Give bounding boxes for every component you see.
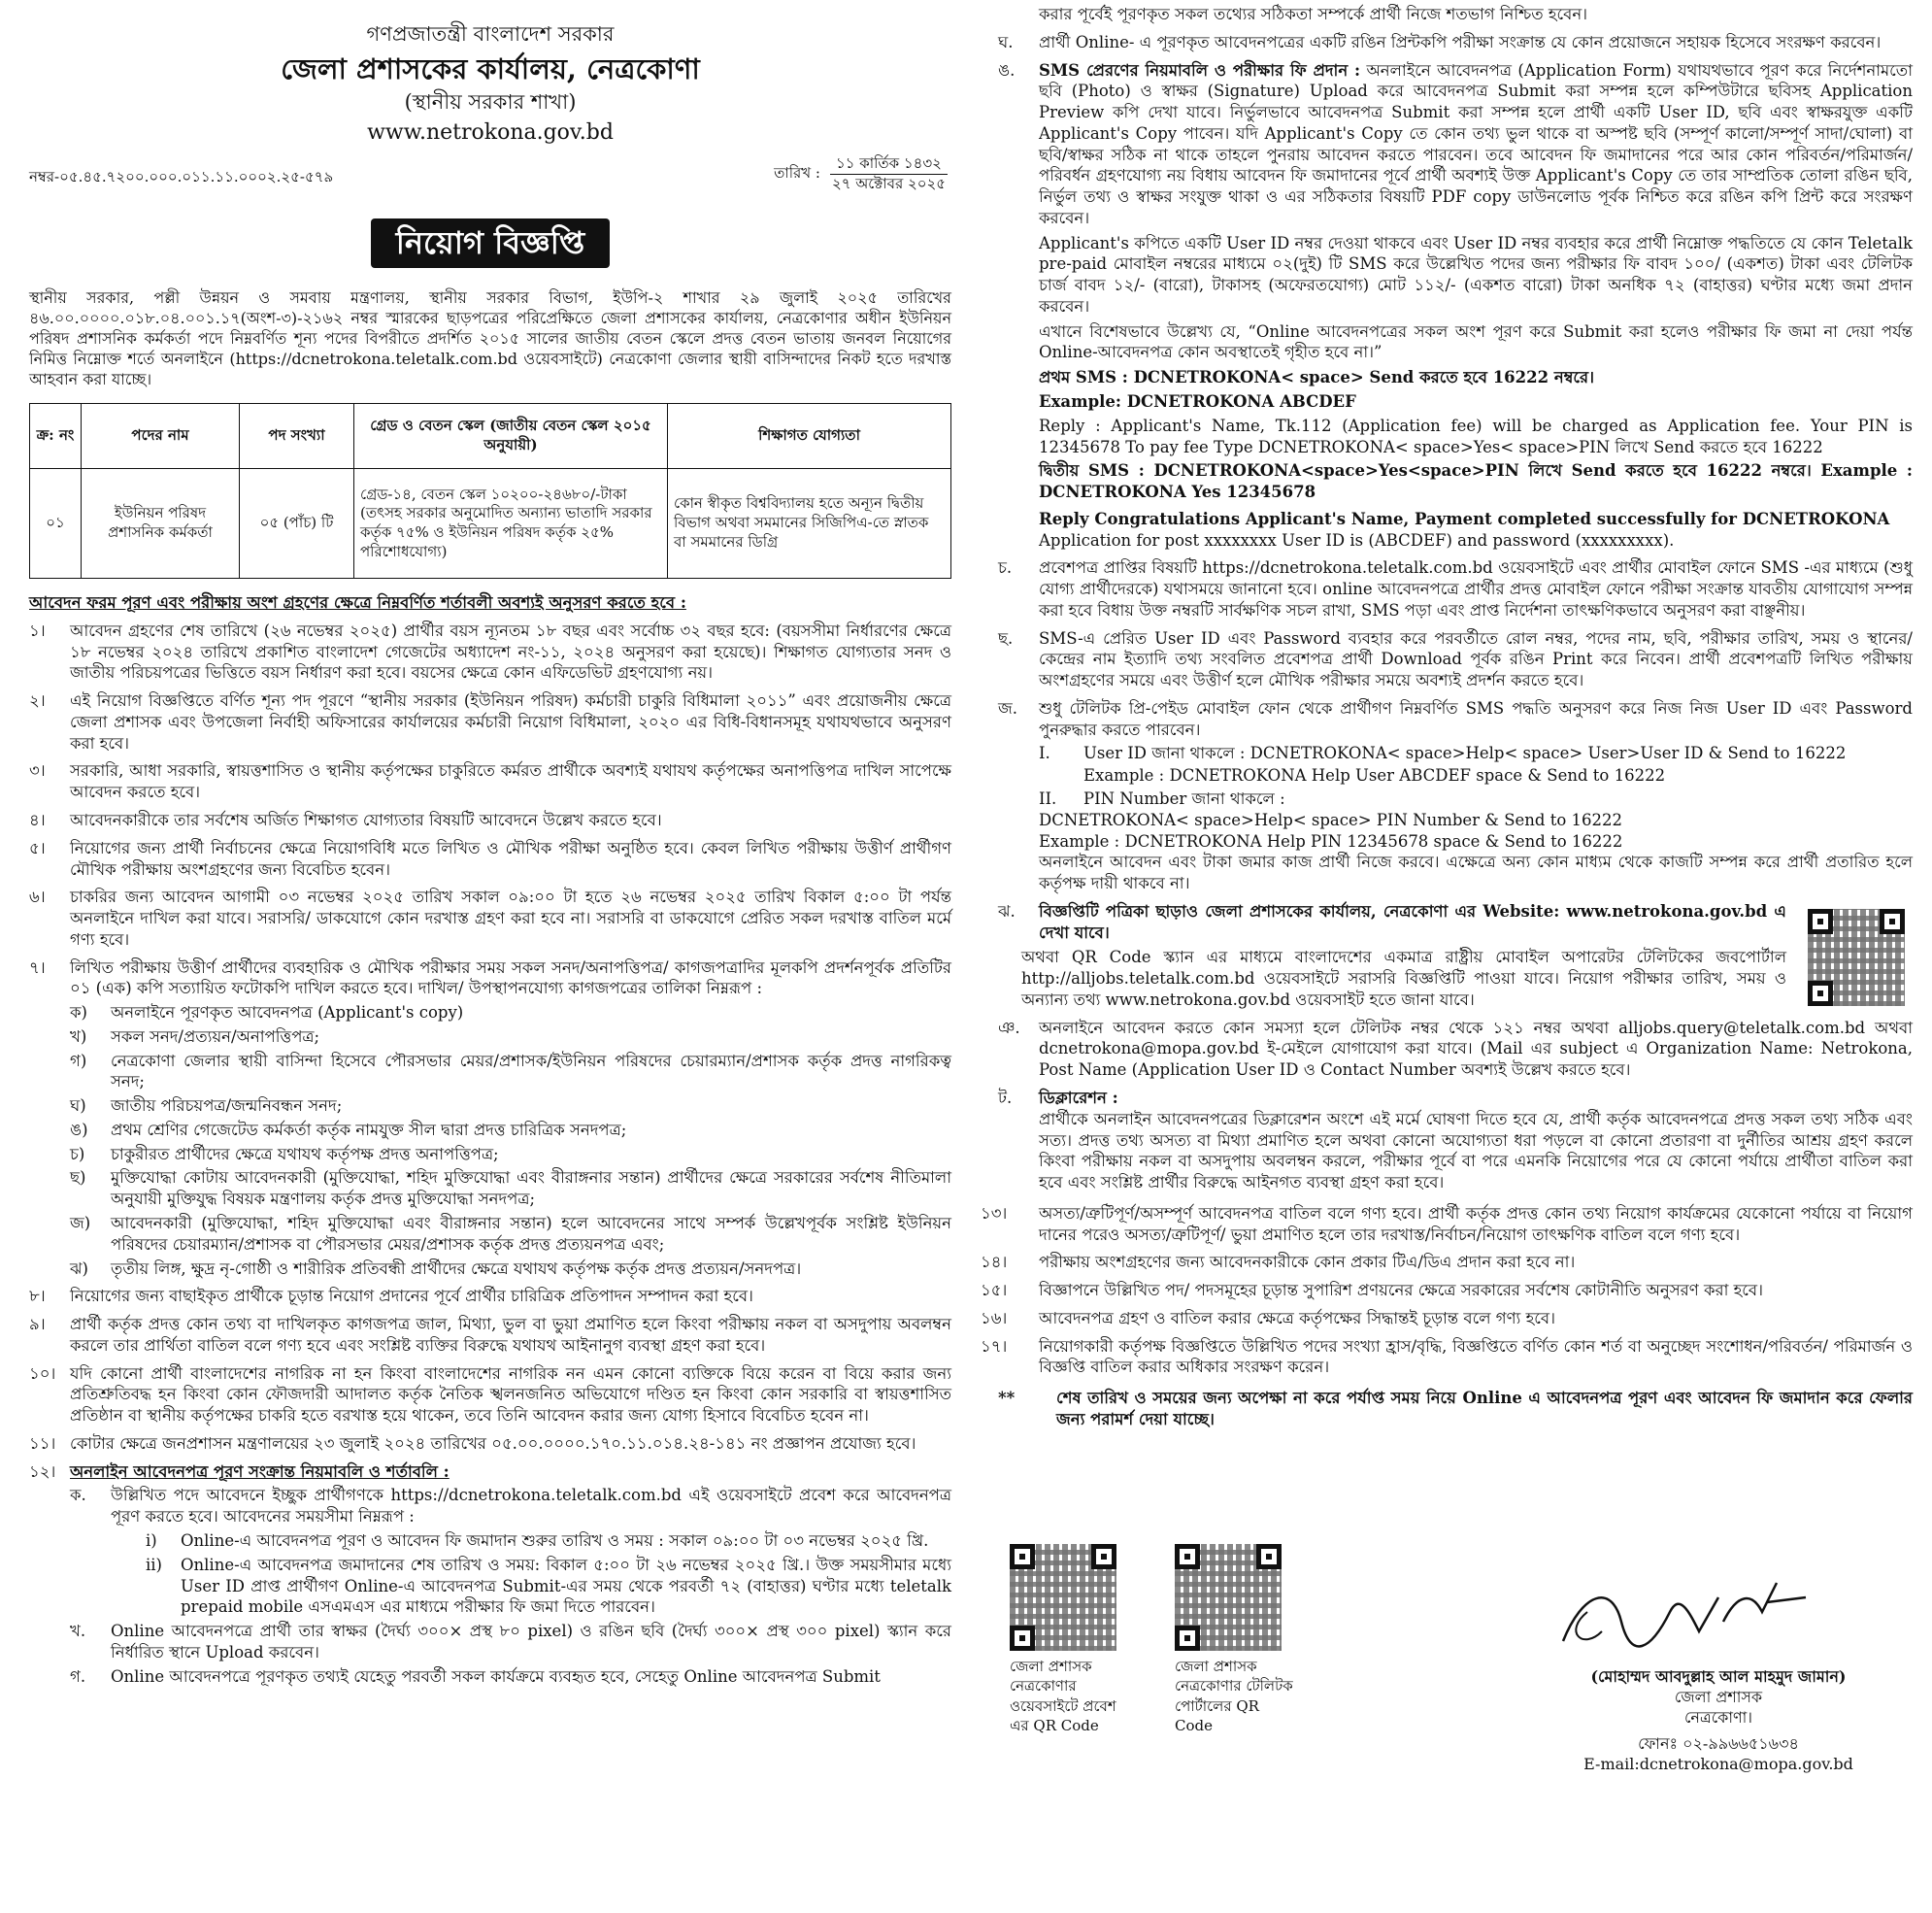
sub-item: ছ) মুক্তিযোদ্ধা কোটায় আবেদনকারী (মুক্তিযোদ্ধা, শহিদ মুক্তিযোদ্ধা এবং বীরাঙ্গনার সন্তান) প্রার্থীদের ক্ষেত্রে সরকারের সর্বশেষ নীতিমালা অনুযায়ী মুক্তিযুদ্ধ বিষয়ক মন্ত্রণালয় কর্তৃক প্রদত্ত মুক্তিযোদ্ধা সনদপত্র; — [70, 1168, 951, 1209]
sub-item: ক. উল্লিখিত পদে আবেদনে ইচ্ছুক প্রার্থীগণকে https://dcnetrokona.teletalk.com.bd এই ওয়েবসাইটে প্রবেশ করে আবেদনপত্র পূরণ করতে হবে। আবেদনের সময়সীমা নিম্নরূপ : — [70, 1486, 951, 1527]
declaration-text: প্রার্থীকে অনলাইন আবেদনপত্রের ডিক্লারেশন অংশে এই মর্মে ঘোষণা দিতে হবে যে, প্রার্থী কর্তৃক আবেদনপত্রে প্রদত্ত সকল তথ্য সঠিক এবং সত্য। প্রদত্ত তথ্য অসত্য বা মিথ্যা প্রমাণিত হলে অথবা কোনো অযোগ্যতা ধরা পড়লে বা কোনো প্রতারণা বা দুর্নীতির আশ্রয় গ্রহণ করলে কিংবা পরীক্ষায় নকল বা অসদুপায় অবলম্বন করলে, পরীক্ষার পূর্বে বা পরে এমনকি নিয়োগের পরে যে কোনো পর্যায়ে প্রার্থীতা বাতিল করা হবে এবং সংশ্লিষ্ট প্রার্থীর বিরুদ্ধে আইনগত ব্যবস্থা গ্রহণ করা হবে। — [1039, 1109, 1913, 1192]
list-item: ৯। প্রার্থী কর্তৃক প্রদত্ত কোন তথ্য বা দাখিলকৃত কাগজপত্র জাল, মিথ্যা, ভুল বা ভুয়া প্রমাণিত হলে কিংবা পরীক্ষায় নকল বা অসদুপায় অবলম্বন করলে তার প্রার্থিতা বাতিল বলে গণ্য হবে এবং সংশ্লিষ্ট ব্যক্তির বিরুদ্ধে যথাযথ আইনানুগ ব্যবস্থা গ্রহণ করা হবে। — [29, 1315, 951, 1355]
list-item: ১৬। আবেদনপত্র গ্রহণ ও বাতিল করার ক্ষেত্রে কর্তৃপক্ষের সিদ্ধান্তই চূড়ান্ত বলে গণ্য হবে। — [981, 1308, 1555, 1327]
list-item: ৩। সরকারি, আধা সরকারি, স্বায়ত্তশাসিত ও স্থানীয় কর্তৃপক্ষের চাকুরিতে কর্মরত প্রার্থীকে অবশ্যই যথাযথ কর্তৃপক্ষের অনাপত্তিপত্র দাখিল সাপেক্ষে আবেদন করতে হবে। — [29, 761, 951, 802]
list-item-online-rules: ১২। অনলাইন আবেদনপত্র পূরণ সংক্রান্ত নিয়মাবলি ও শর্তাবলি : — [29, 1461, 450, 1481]
list-item: ১৪। পরীক্ষায় অংশগ্রহণের জন্য আবেদনকারীকে কোন প্রকার টিএ/ডিএ প্রদান করা হবে না। — [981, 1253, 1576, 1272]
sub-item: জ) আবেদনকারী (মুক্তিযোদ্ধা, শহিদ মুক্তিযোদ্ধা এবং বীরাঙ্গনার সন্তান) হলে আবেদনের সাথে সম্পর্ক উল্লেখপূর্বক সংশ্লিষ্ট ইউনিয়ন পরিষদের চেয়ারম্যান/প্রশাসক বা পৌরসভার মেয়র/প্রশাসক কর্তৃক প্রদত্ত প্রত্যয়নপত্র এবং; — [70, 1214, 951, 1254]
list-item: ১৫। বিজ্ঞাপনে উল্লিখিত পদ/ পদসমূহের চূড়ান্ত সুপারিশ প্রণয়নের ক্ষেত্রে সরকারের সর্বশেষ কোটানীতি অনুসরণ করা হবে। — [981, 1281, 1763, 1300]
header — [29, 21, 951, 147]
list-item: জ. শুধু টেলিটক প্রি-পেইড মোবাইল ফোন থেকে প্রার্থীগণ নিম্নবর্ণিত SMS পদ্ধতি অনুসরণ করে নিজ নিজ User ID এবং Password পুনরুদ্ধার করতে পারবেন। — [998, 698, 1913, 739]
first-reply: Reply : Applicant's Name, Tk.112 (Application fee) will be charged as Application fee. Your PIN is 12345678 To pay fee Type DCNETROKONA< space>Yes< space>PIN লিখে Send করতে হবে 16222 — [1039, 416, 1913, 456]
list-item: ১৭। নিয়োগকারী কর্তৃপক্ষ বিজ্ঞপ্তিতে উল্লিখিত পদের সংখ্যা হ্রাস/বৃদ্ধি, বিজ্ঞপ্তিতে বর্ণিত কোন শর্ত বা অনুচ্ছেদ সংশোধন/পরিবর্তন/ পরিমার্জন ও বিজ্ঞপ্তি বাতিল করার অধিকার সংরক্ষণ করেন। — [981, 1336, 1913, 1377]
sub-sub-item: ii) Online-এ আবেদনপত্র জমাদানের শেষ তারিখ ও সময়: বিকাল ৫:০০ টা ২৬ নভেম্বর ২০২৫ খ্রি.। উক্ত সময়সীমার মধ্যে User ID প্রাপ্ত প্রার্থীগণ Online-এ আবেদনপত্র Submit-এর সময় থেকে পরবর্তী ৭২ (বাহাত্তর) ঘণ্টার মধ্যে teletalk prepaid mobile এসএমএস এর মাধ্যমে পরীক্ষার ফি জমা দিতে পারবেন। — [146, 1555, 951, 1617]
cell-grade-scale: গ্রেড-১৪, বেতন স্কেল ১০২০০-২৪৬৮০/-টাকা (তৎসহ সরকার অনুমোদিত অন্যান্য ভাতাদি সরকার কর্তৃক ৭৫% ও ইউনিয়ন পরিষদ কর্তৃক ২৫% পরিশোধযোগ্য) — [354, 469, 668, 579]
list-item: ১। আবেদন গ্রহণের শেষ তারিখে (২৬ নভেম্বর ২০২৫) প্রার্থীর বয়স ন্যূনতম ১৮ বছর এবং সর্বোচ্চ ৩২ বছর হবে: (বয়সসীমা নির্ধারণের ক্ষেত্রে ১৮ নভেম্বর ২০২৪ তারিখে প্রকাশিত বাংলাদেশ গেজেটের অধ্যাদেশ নং-১১, ২০২৪ অনুসরণ করা হয়েছে)। শিক্ষাগত যোগ্যতার সনদ ও জাতীয় পরিচয়পত্রের ভিত্তিতে বয়স নির্ধারণ করা হবে। বয়সের ক্ষেত্রে কোন এফিডেভিট গ্রহণযোগ্য নয়। — [29, 621, 951, 683]
memo-row — [29, 154, 951, 194]
signatory-title: জেলা প্রশাসক — [1674, 1687, 1763, 1706]
list-item: ছ. SMS-এ প্রেরিত User ID এবং Password ব্যবহার করে পরবর্তীতে রোল নম্বর, পদের নাম, ছবি, পরীক্ষার তারিখ, সময় ও স্থানের/কেন্দ্রের নাম ইত্যাদি তথ্য সংবলিত প্রবেশপত্র প্রার্থী Download পূর্বক রঙিন Print করে নিবেন। প্রার্থী প্রবেশপত্রটি লিখিত পরীক্ষায় অংশগ্রহণের সময়ে এবং উত্তীর্ণ হলে মৌখিক পরীক্ষার সময়ে অবশ্যই প্রদর্শন করতে হবে। — [998, 628, 1913, 690]
government-name: গণপ্রজাতন্ত্রী বাংলাদেশ সরকার — [366, 22, 615, 46]
ja-tail: অনলাইনে আবেদন এবং টাকা জমার কাজ প্রার্থী নিজে করবে। এক্ষেত্রে অন্য কোন মাধ্যম থেকে কাজটি সম্পন্ন করে প্রার্থী প্রতারিত হলে কর্তৃপক্ষ দায়ী থাকবে না। — [1039, 853, 1913, 893]
sms-note: এখানে বিশেষভাবে উল্লেখ্য যে, “Online আবেদনপত্রের সকল অংশ পূরণ করে Submit করা হলেও পরীক্ষার ফি জমা না দেয়া পর্যন্ত Online-আবেদনপত্র কোন অবস্থাতেই গৃহীত হবে না।” — [1039, 321, 1913, 362]
sub-item: ঘ) জাতীয় পরিচয়পত্র/জন্মনিবন্ধন সনদ; — [70, 1096, 343, 1116]
signatory-name: (মোহাম্মদ আবদুল্লাহ আল মাহমুদ জামান) — [1590, 1666, 1847, 1686]
list-item: ঝ. বিজ্ঞপ্তিটি পত্রিকা ছাড়াও জেলা প্রশাসকের কার্যালয়, নেত্রকোণা এর Website: www.netrokona.gov.bd এ দেখা যাবে। — [998, 901, 1786, 942]
roman-item-example: Example : DCNETROKONA Help User ABCDEF space & Send to 16222 — [1083, 766, 1666, 786]
qr-code-icon[interactable] — [1175, 1544, 1282, 1651]
roman-item: II. PIN Number জানা থাকলে : — [1039, 789, 1285, 809]
memo-number: নম্বর-০৫.৪৫.৭২০০.০০০.০১১.১১.০০০২.২৫-৫৭৯ — [29, 167, 334, 185]
col-serial: ক্র: নং — [30, 404, 82, 469]
website: www.netrokona.gov.bd — [367, 119, 614, 145]
qr-code-icon[interactable] — [1010, 1544, 1116, 1651]
posts-table — [29, 403, 951, 579]
date-stack — [826, 154, 951, 194]
sub-item: ঝ) তৃতীয় লিঙ্গ, ক্ষুদ্র নৃ-গোষ্ঠী ও শারীরিক প্রতিবন্ধী প্রার্থীদের ক্ষেত্রে যথাযথ কর্তৃপক্ষ কর্তৃক প্রদত্ত প্রত্যয়ন/সনদপত্র। — [70, 1259, 802, 1278]
signatory-place: নেত্রকোণা। — [1683, 1707, 1753, 1727]
signature-image — [1544, 1554, 1815, 1661]
list-item: ৫। নিয়োগের জন্য প্রার্থী নির্বাচনের ক্ষেত্রে নিয়োগবিধি মতে লিখিত ও মৌখিক পরীক্ষা অনুষ্ঠিত হবে। কেবল লিখিত পরীক্ষায় উত্তীর্ণ প্রার্থীগণ মৌখিক পরীক্ষায় অংশগ্রহণের জন্য বিবেচিত হবেন। — [29, 838, 951, 879]
signature-block — [1544, 1554, 1893, 1774]
col-post-count: পদ সংখ্যা — [240, 404, 354, 469]
second-reply: Reply Congratulations Applicant's Name, Payment completed successfully for DCNETROKONA — [1039, 509, 1890, 528]
sms-paragraph: Applicant's কপিতে একটি User ID নম্বর দেওয়া থাকবে এবং User ID নম্বর ব্যবহার করে প্রার্থী নিম্নোক্ত পদ্ধতিতে যে কোন Teletalk pre-paid মোবাইল নম্বরের মাধ্যমে ০২(দুই) টি SMS করে উল্লেখিত পদের জন্য পরীক্ষার ফি বাবদ ১০০/ (একশত) টাকা এবং টেলিটক চার্জ বাবদ ১২/- (বারো), টাকাসহ (অফেরতযোগ্য) মোট ১১২/- (একশত বারো) টাকা অনধিক ৭২ (বাহাত্তর) ঘণ্টার মধ্যে জমা প্রদান করবেন। — [1039, 233, 1913, 316]
sub-item: ক) অনলাইনে পূরণকৃত আবেদনপত্র (Applicant's copy) — [70, 1003, 464, 1023]
sub-item: গ. Online আবেদনপত্রে পূরণকৃত তথ্যই যেহেতু পরবর্তী সকল কার্যক্রমে ব্যবহৃত হবে, সেহেতু Online আবেদনপত্র Submit — [70, 1666, 881, 1686]
roman-item: I. User ID জানা থাকলে : DCNETROKONA< space>Help< space> User>User ID & Send to 16222 — [1039, 743, 1847, 762]
qr-code-icon[interactable] — [1808, 909, 1905, 1006]
sub-item: ঙ) প্রথম শ্রেণির গেজেটেড কর্মকর্তা কর্তৃক নামযুক্ত সীল দ্বারা প্রদত্ত চারিত্রিক সনদপত্র; — [70, 1120, 627, 1139]
list-item: ১৩। অসত্য/ত্রুটিপূর্ণ/অসম্পূর্ণ আবেদনপত্র বাতিল বলে গণ্য হবে। প্রার্থী কর্তৃক প্রদত্ত কোন তথ্য নিয়োগ কার্যক্রমের যেকোনো পর্যায়ে বা নিয়োগ দানের পরেও অসত্য/ত্রুটিপূর্ণ/ ভুয়া প্রমাণিত হলে তার দরখাস্ত/নির্বাচন/নিয়োগ তাৎক্ষণিক বাতিল বলে গণ্য হবে। — [981, 1203, 1913, 1244]
list-item: ৮। নিয়োগের জন্য বাছাইকৃত প্রার্থীকে চূড়ান্ত নিয়োগ প্রদানের পূর্বে প্রার্থীর চারিত্রিক প্রতিপাদন সম্পাদন করা হবে। — [29, 1287, 753, 1306]
list-item: ঞ. অনলাইনে আবেদন করতে কোন সমস্যা হলে টেলিটক নম্বর থেকে ১২১ নম্বর অথবা alljobs.query@teletalk.com.bd অথবা dcnetrokona@mopa.gov.bd ই-মেইলে যোগাযোগ করা যাবে। (Mail এর subject এ Organization Name: Netrokona, Post Name (Application User ID ও Contact Number অবশ্যই উল্লেখ করতে হবে। — [998, 1018, 1913, 1080]
list-item: ৭। লিখিত পরীক্ষায় উত্তীর্ণ প্রার্থীদের ব্যবহারিক ও মৌখিক পরীক্ষার সময় সকল সনদ/অনাপত্তিপত্র/ কাগজপত্রাদির মূলকপি প্রদর্শনপূর্বক প্রতিটির ০১ (এক) কপি সত্যায়িত ফটোকপি দাখিল করতে হবে। দাখিল/ উপস্থাপনযোগ্য কাগজপত্রের তালিকা নিম্নরূপ : — [29, 957, 951, 998]
list-item-declaration: ট. ডিক্লারেশন : — [998, 1088, 1118, 1107]
list-item: ১১। কোটার ক্ষেত্রে জনপ্রশাসন মন্ত্রণালয়ের ২৩ জুলাই ২০২৪ তারিখের ০৫.০০.০০০০.১৭০.১১.০১৪.২৪-১৪১ নং প্রজ্ঞাপন প্রযোজ্য হবে। — [29, 1433, 916, 1453]
sub-item: চ) চাকুরীরত প্রার্থীদের ক্ষেত্রে যথাযথ কর্তৃপক্ষ প্রদত্ত অনাপত্তিপত্র; — [70, 1144, 499, 1163]
signatory-email[interactable]: E-mail:dcnetrokona@mopa.gov.bd — [1583, 1755, 1853, 1774]
date-block — [774, 154, 951, 194]
table-header-row — [30, 404, 951, 469]
sub-item: খ. Online আবেদনপত্রে প্রার্থী তার স্বাক্ষর (দৈর্ঘ্য ৩০০× প্রস্থ ৮০ pixel) ও রঙিন ছবি (দৈর্ঘ্য ৩০০× প্রস্থ ৩০০ pixel) স্ক্যান করে নির্ধারিত স্থানে Upload করবেন। — [70, 1622, 951, 1661]
advice-note: ** শেষ তারিখ ও সময়ের জন্য অপেক্ষা না করে পর্যাপ্ত সময় নিয়ে Online এ আবেদনপত্র পূরণ এবং আবেদন ফি জমাদান করে ফেলার জন্য পরামর্শ দেয়া যাচ্ছে। — [998, 1389, 1913, 1428]
list-item-sms-rules: ঙ. SMS প্রেরণের নিয়মাবলি ও পরীক্ষার ফি প্রদান : অনলাইনে আবেদনপত্র (Application Form) যথাযথভাবে পূরণ করে নির্দেশনামতো ছবি (Photo) ও স্বাক্ষর (Signature) Upload করে আবেদনপত্র Submit করা সম্পন্ন হলে কম্পিউটারে ছবিসহ Application Preview কপি দেখা যাবে। নির্ভুলভাবে আবেদনপত্র Submit করা সম্পন্ন হলে প্রার্থী একটি User ID, ছবি এবং স্বাক্ষরযুক্ত একটি Applicant's Copy পাবেন। যদি Applicant's Copy তে কোন তথ্য ভুল থাকে বা অস্পষ্ট ছবি (সম্পূর্ণ কালো/সম্পূর্ণ সাদা/ঘোলা) বা ছবি/স্বাক্ষর সঠিক না থাকে তাহলে পুনরায় আবেদন করতে পারবেন। তবে আবেদন ফি জমাদানের পরে আর কোন পরিবর্তন/পরিমার্জন/পরিবর্ধন গ্রহণযোগ্য নয় বিধায় আবেদন ফি জমাদানের পূর্বে প্রার্থী অবশ্যই উক্ত Applicant's Copy তে তার সাম্প্রতিক তোলা রঙিন ছবি, নির্ভুল তথ্য ও স্বাক্ষর সংযুক্ত থাকা ও এর সঠিকতার বিষয়টি PDF copy ডাউনলোড পূর্বক নিশ্চিত করে রঙিন কপি প্রিন্ট করে সংরক্ষণ করবেন। — [998, 60, 1913, 227]
col-post-name: পদের নাম — [82, 404, 240, 469]
conditions-heading: আবেদন ফরম পূরণ এবং পরীক্ষায় অংশ গ্রহণের ক্ষেত্রে নিম্নবর্ণিত শর্তাবলী অবশ্যই অনুসরণ করতে হবে : — [29, 593, 686, 613]
intro-paragraph: স্থানীয় সরকার, পল্লী উন্নয়ন ও সমবায় মন্ত্রণালয়, স্থানীয় সরকার বিভাগ, ইউপি-২ শাখার ২৯ জুলাই ২০২৫ তারিখের ৪৬.০০.০০০০.০১৮.০৪.০০১.১৭(অংশ-৩)-২১৬২ নম্বর স্মারকের ছাড়পত্রের পরিপ্রেক্ষিতে জেলা প্রশাসকের কার্যালয়, নেত্রকোণার অধীন ইউনিয়ন পরিষদ প্রশাসনিক কর্মকর্তা পদে নিম্নবর্ণিত শূন্য পদের বিপরীতে প্রদর্শিত ২০১৫ সালের জাতীয় বেতন স্কেলে প্রদত্ত বেতন ভাতায় জনবল নিয়োগের নিমিত্ত নিম্নোক্ত শর্তে অনলাইনে (https://dcnetrokona.teletalk.com.bd ওয়েবসাইটে) নেত্রকোণা জেলার স্থায়ী বাসিন্দাদের নিকট হতে দরখাস্ত আহবান করা যাচ্ছে। — [29, 287, 951, 388]
list-item: ১০। যদি কোনো প্রার্থী বাংলাদেশের নাগরিক না হন কিংবা বাংলাদেশের নাগরিক নন এমন কোনো ব্যক্তিকে বিয়ে করেন বা বিয়ে করার জন্য প্রতিশ্রুতিবদ্ধ হন কিংবা কোন ফৌজদারী আদালত কর্তৃক নৈতিক স্খলনজনিত অভিযোগে দণ্ডিত হন কিংবা কোন সরকারি বা স্বায়ত্তশাসিত প্রতিষ্ঠান বা স্থানীয় কর্তৃপক্ষের চাকরি হতে বরখাস্ত হয়ে থাকেন, তবে তিনি আবেদন করার জন্য যোগ্য হিসাবে বিবেচিত হবেন না। — [29, 1363, 951, 1426]
first-sms: প্রথম SMS : DCNETROKONA< space> Send করতে হবে 16222 নম্বরে। — [1039, 368, 1595, 387]
table-row — [30, 469, 951, 579]
left-column — [29, 0, 951, 1687]
date-english: ২৭ অক্টোবর ২০২৫ — [831, 174, 946, 192]
col-grade-scale: গ্রেড ও বেতন স্কেল (জাতীয় বেতন স্কেল ২০১৫ অনুযায়ী) — [354, 404, 668, 469]
list-item: ঘ. প্রার্থী Online- এ পূরণকৃত আবেদনপত্রের একটি রঙিন প্রিন্টকপি পরীক্ষা সংক্রান্ত যে কোন প্রয়োজনে সহায়ক হিসেবে সংরক্ষণ করবেন। — [998, 32, 1882, 51]
cell-post-name: ইউনিয়ন পরিষদ প্রশাসনিক কর্মকর্তা — [82, 469, 240, 579]
branch-name: (স্থানীয় সরকার শাখা) — [404, 89, 577, 114]
notice-title: নিয়োগ বিজ্ঞপ্তি — [371, 218, 610, 267]
col-qualification: শিক্ষাগত যোগ্যতা — [668, 404, 951, 469]
second-sms: দ্বিতীয় SMS : DCNETROKONA<space>Yes<space>PIN লিখে Send করতে হবে 16222 নম্বরে। Example : DCNETROKONA Yes 12345678 — [1039, 461, 1913, 502]
cell-serial: ০১ — [30, 469, 82, 579]
date-label: তারিখ : — [774, 164, 820, 183]
qr-caption: জেলা প্রশাসক নেত্রকোণার টেলিটক পোর্টালের QR Code — [1175, 1658, 1293, 1734]
sub-item: গ) নেত্রকোণা জেলার স্থায়ী বাসিন্দা হিসেবে পৌরসভার মেয়র/প্রশাসক/ইউনিয়ন পরিষদের চেয়ারম্যান/প্রশাসক কর্তৃক প্রদত্ত নাগরিকত্ব সনদ; — [70, 1051, 951, 1091]
qr-caption: জেলা প্রশাসক নেত্রকোণার ওয়েবসাইটে প্রবেশ এর QR Code — [1010, 1658, 1116, 1734]
cell-qualification: কোন স্বীকৃত বিশ্ববিদ্যালয় হতে অন্যূন দ্বিতীয় বিভাগ অথবা সমমানের সিজিপিএ-তে স্নাতক বা সমমানের ডিগ্রি — [668, 469, 951, 579]
website-qr-section — [981, 901, 1913, 1011]
continued-text: করার পূর্বেই পূরণকৃত সকল তথ্যের সঠিকতা সম্পর্কে প্রার্থী নিজে শতভাগ নিশ্চিত হবেন। — [1039, 5, 1588, 23]
date-bangla: ১১ কার্তিক ১৪৩২ — [830, 154, 948, 175]
right-column — [981, 0, 1913, 1430]
list-item: চ. প্রবেশপত্র প্রাপ্তির বিষয়টি https://dcnetrokona.teletalk.com.bd ওয়েবসাইটে এবং প্রার্থীর মোবাইল ফোনে SMS -এর মাধ্যমে (শুধু যোগ্য প্রার্থীদেরকে) যথাসময়ে জানানো হবে। online আবেদনপত্রে প্রার্থীর প্রদত্ত মোবাইল ফোনে পরীক্ষা সংক্রান্ত যাবতীয় যোগাযোগ সম্পন্ন করা হবে বিধায় উক্ত নম্বরটি সার্বক্ষণিক সচল রাখা, SMS পড়া এবং প্রাপ্ত নির্দেশনা তাৎক্ষণিকভাবে অনুসরণ করা বাঞ্ছনীয়। — [998, 558, 1913, 620]
sub-sub-item: i) Online-এ আবেদনপত্র পূরণ ও আবেদন ফি জমাদান শুরুর তারিখ ও সময় : সকাল ০৯:০০ টা ০৩ নভেম্বর ২০২৫ খ্রি. — [146, 1530, 929, 1550]
signatory-phone: ফোনঃ ০২-৯৯৬৬৫১৬৩৪ — [1638, 1734, 1799, 1754]
cell-post-count: ০৫ (পাঁচ) টি — [240, 469, 354, 579]
pin-sms-example: Example : DCNETROKONA Help PIN 12345678 space & Send to 16222 — [1039, 831, 1623, 851]
list-item: ৬। চাকরির জন্য আবেদন আগামী ০৩ নভেম্বর ২০২৫ তারিখ সকাল ০৯:০০ টা হতে ২৬ নভেম্বর ২০২৫ তারিখ বিকাল ৫:০০ টা পর্যন্ত অনলাইনে দাখিল করা যাবে। সরাসরি/ ডাকযোগে কোন দরখাস্ত গ্রহণ করা হবে না। সরাসরি বা ডাকযোগে প্রেরিত সকল দরখাস্ত বাতিল মর্মে গণ্য হবে। — [29, 888, 951, 949]
first-sms-example: Example: DCNETROKONA ABCDEF — [1039, 392, 1356, 412]
qr-block-teletalk — [1175, 1544, 1301, 1735]
list-item: ৪। আবেদনকারীকে তার সর্বশেষ অর্জিত শিক্ষাগত যোগ্যতার বিষয়টি আবেদনে উল্লেখ করতে হবে। — [29, 811, 662, 829]
sub-item: খ) সকল সনদ/প্রত্যয়ন/অনাপত্তিপত্র; — [70, 1026, 320, 1046]
pin-sms-line: DCNETROKONA< space>Help< space> PIN Number & Send to 16222 — [1039, 810, 1623, 829]
list-item: ২। এই নিয়োগ বিজ্ঞপ্তিতে বর্ণিত শূন্য পদ পূরণে “স্থানীয় সরকার (ইউনিয়ন পরিষদ) কর্মচারী চাকুরি বিধিমালা ২০১১” এবং প্রয়োজনীয় ক্ষেত্রে জেলা প্রশাসক এবং উপজেলা নির্বাহী অফিসারের কার্যালয়ের কর্মচারী নিয়োগ বিধিমালা, ২০২০ এর বিধি-বিধানসমূহ যথাযথভাবে অনুসরণ করা হবে। — [29, 691, 951, 753]
second-reply-cont: Application for post xxxxxxxx User ID is (ABCDEF) and password (xxxxxxxxx). — [1039, 530, 1675, 550]
qr-paragraph: অথবা QR Code স্ক্যান এর মাধ্যমে বাংলাদেশের একমাত্র রাষ্ট্রীয় মোবাইল অপারেটর টেলিটকের জবপোর্টাল http://alljobs.teletalk.com.bd ওয়েবসাইটে সরাসরি বিজ্ঞপ্তিটি পাওয়া যাবে। নিয়োগ পরীক্ষার তারিখ, সময় ও অন্যান্য তথ্য www.netrokona.gov.bd ওয়েবসাইট হতে জানা যাবে। — [1021, 948, 1786, 1009]
office-name: জেলা প্রশাসকের কার্যালয়, নেত্রকোণা — [281, 51, 700, 85]
qr-block-website — [1010, 1544, 1136, 1735]
